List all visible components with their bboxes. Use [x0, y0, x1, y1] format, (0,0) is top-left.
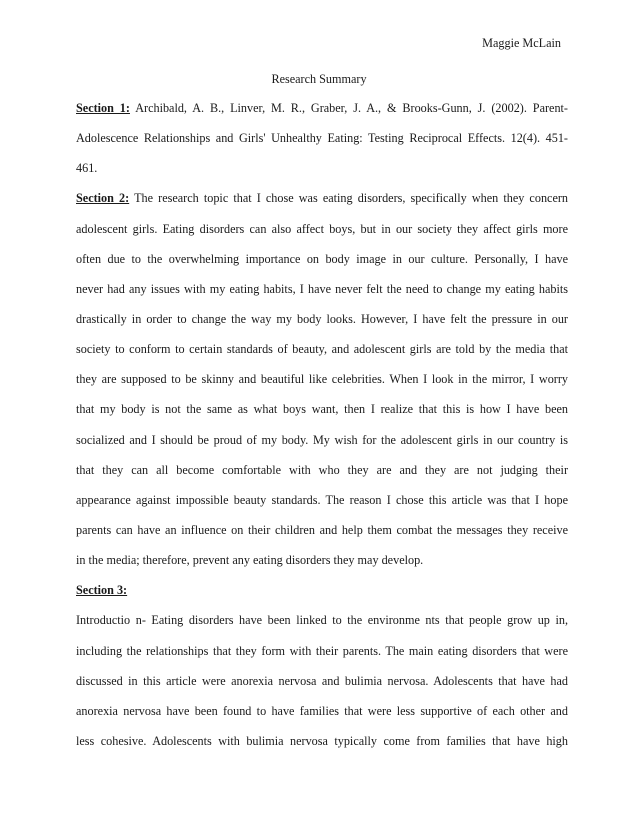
document-body	[76, 93, 568, 756]
section-2-line	[76, 183, 568, 213]
section-2-line: drastically in order to change the way my body looks. However, I have felt the pressure in our	[76, 311, 568, 326]
section-3-line: discussed in this article were anorexia nervosa and bulimia nervosa. Adolescents that have had	[76, 673, 568, 688]
section-1-line: Adolescence Relationships and Girls' Unhealthy Eating: Testing Reciprocal Effects. 12(4). 451-	[76, 131, 568, 146]
section-2-line: they are supposed to be skinny and beautiful like celebrities. When I look in the mirror, I worry	[76, 372, 568, 387]
section-3-line: including the relationships that they form with their parents. The main eating disorders that were	[76, 643, 568, 658]
section-2-line: often due to the overwhelming importance on body image in our culture. Personally, I have	[76, 251, 568, 266]
section-2-line: in the media; therefore, prevent any eating disorders they may develop.	[76, 553, 424, 568]
section-3-line	[76, 575, 568, 605]
section-2-line: parents can have an influence on their children and help them combat the messages they receive	[76, 522, 568, 537]
section-2-line: adolescent girls. Eating disorders can also affect boys, but in our society they affect girls more	[76, 221, 568, 236]
section-2-heading: Section 2:	[76, 191, 130, 206]
section-1-heading: Section 1:	[76, 101, 130, 115]
section-1-line: 461.	[76, 161, 98, 176]
section-3-line: less cohesive. Adolescents with bulimia nervosa typically come from families that have high	[76, 733, 568, 748]
section-2-line: socialized and I should be proud of my body. My wish for the adolescent girls in our country is	[76, 432, 568, 447]
section-1-text: Archibald, A. B., Linver, M. R., Graber, J. A., & Brooks-Gunn, J. (2002). Parent-	[135, 101, 568, 115]
document-title: Research Summary	[271, 72, 367, 86]
section-2-line: never had any issues with my eating habits, I have never felt the need to change my eating habits	[76, 281, 568, 296]
author-header: Maggie McLain	[482, 36, 561, 50]
section-3-heading: Section 3:	[76, 583, 128, 598]
section-2-line: that they can all become comfortable with who they are and they are not judging their	[76, 462, 568, 477]
section-3-line: Introductio n- Eating disorders have been linked to the environme nts that people grow up in,	[76, 613, 568, 628]
section-2-line: society to conform to certain standards of beauty, and adolescent girls are told by the media that	[76, 342, 568, 357]
section-3-line: anorexia nervosa have been found to have families that were less supportive of each other and	[76, 703, 568, 718]
section-2-line: that my body is not the same as what boys want, then I realize that this is how I have been	[76, 402, 568, 417]
section-2-line: appearance against impossible beauty standards. The reason I chose this article was that I hope	[76, 492, 568, 507]
section-2-text: The research topic that I chose was eating disorders, specifically when they concern	[134, 191, 569, 206]
section-1-line	[76, 93, 568, 123]
